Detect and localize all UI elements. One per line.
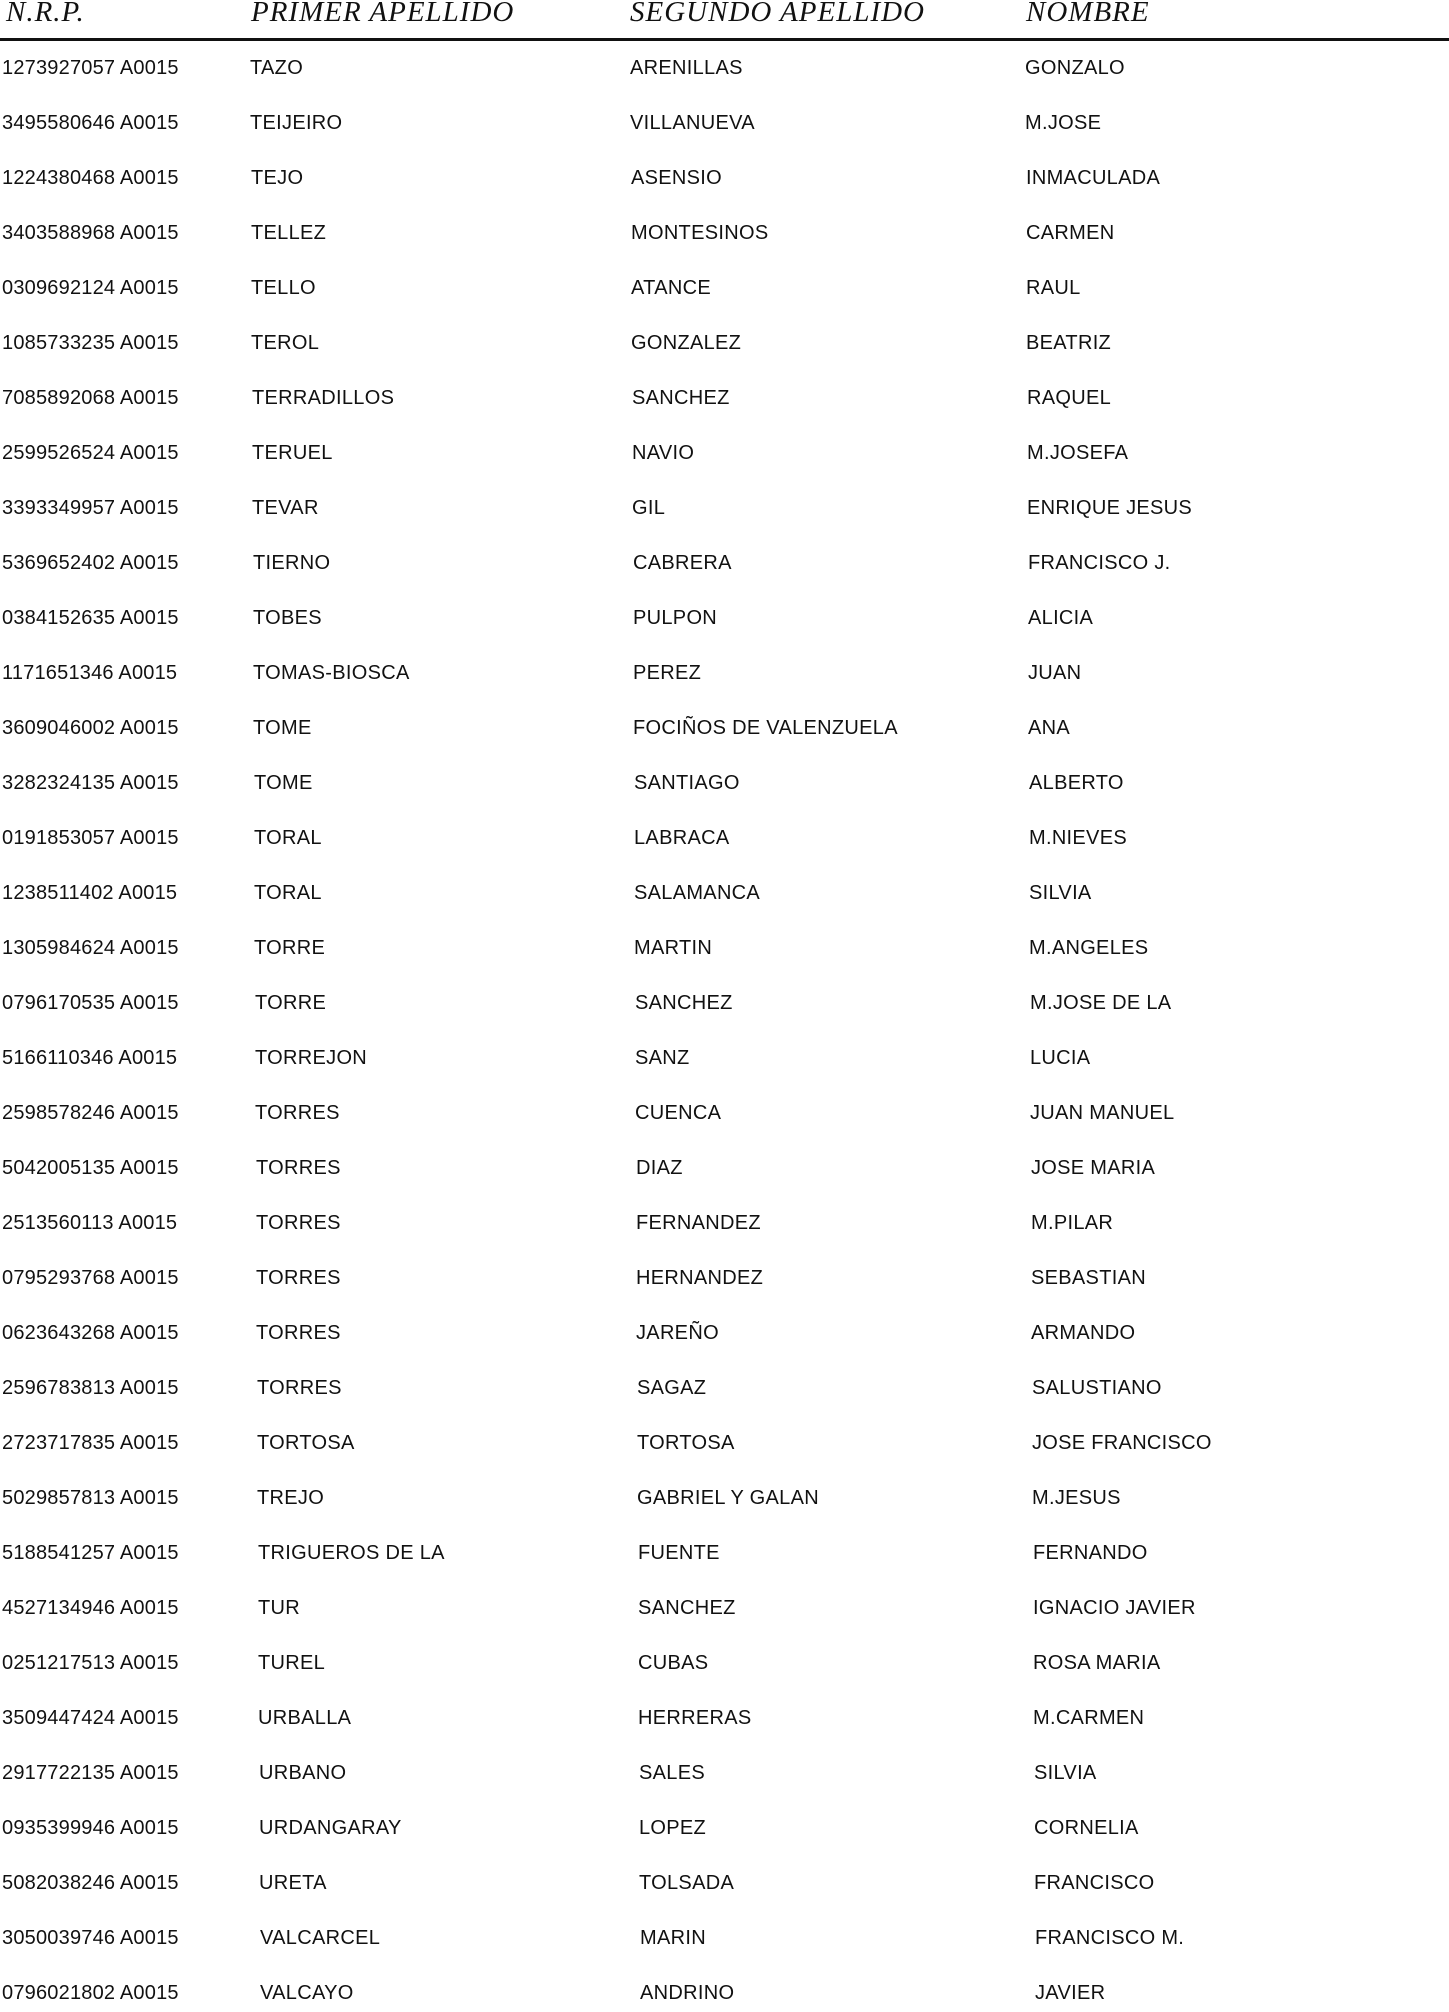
header-nrp: N.R.P. (6, 0, 85, 28)
cell-segundo-apellido: DIAZ (636, 1157, 683, 1179)
cell-primer-apellido: TORRES (256, 1212, 341, 1234)
cell-nrp: 0251217513 A0015 (2, 1652, 179, 1674)
cell-nrp: 0623643268 A0015 (2, 1322, 179, 1344)
cell-nombre: CARMEN (1026, 222, 1115, 244)
table-row (0, 1212, 1449, 1242)
cell-nombre: INMACULADA (1026, 167, 1161, 189)
table-row (0, 1322, 1449, 1352)
table-row (0, 1267, 1449, 1297)
cell-nombre: JUAN MANUEL (1030, 1102, 1175, 1124)
cell-primer-apellido: TEVAR (252, 497, 319, 519)
cell-segundo-apellido: PULPON (633, 607, 718, 629)
cell-segundo-apellido: SANTIAGO (634, 772, 740, 794)
table-row (0, 772, 1449, 802)
table-row (0, 57, 1449, 87)
cell-segundo-apellido: HERRERAS (638, 1707, 752, 1729)
cell-segundo-apellido: GABRIEL Y GALAN (637, 1487, 819, 1509)
cell-primer-apellido: TORRES (255, 1102, 340, 1124)
cell-nrp: 1085733235 A0015 (2, 332, 179, 354)
cell-segundo-apellido: MONTESINOS (631, 222, 769, 244)
cell-nombre: SALUSTIANO (1032, 1377, 1162, 1399)
cell-segundo-apellido: MARTIN (634, 937, 713, 959)
cell-segundo-apellido: LOPEZ (639, 1817, 707, 1839)
cell-primer-apellido: URBALLA (258, 1707, 352, 1729)
table-row (0, 277, 1449, 307)
table-row (0, 112, 1449, 142)
cell-nrp: 7085892068 A0015 (2, 387, 179, 409)
cell-nrp: 3609046002 A0015 (2, 717, 179, 739)
cell-primer-apellido: TOME (253, 717, 312, 739)
cell-nrp: 5166110346 A0015 (2, 1047, 178, 1069)
cell-nrp: 3495580646 A0015 (2, 112, 179, 134)
table-row (0, 882, 1449, 912)
cell-nombre: ALBERTO (1029, 772, 1124, 794)
table-row (0, 1542, 1449, 1572)
cell-primer-apellido: TEJO (251, 167, 304, 189)
cell-segundo-apellido: SANCHEZ (635, 992, 733, 1014)
cell-segundo-apellido: SANCHEZ (632, 387, 730, 409)
cell-nombre: RAUL (1026, 277, 1081, 299)
table-row (0, 1377, 1449, 1407)
table-row (0, 992, 1449, 1022)
table-row (0, 1047, 1449, 1077)
table-row (0, 1432, 1449, 1462)
table-row (0, 167, 1449, 197)
cell-nrp: 0796021802 A0015 (2, 1982, 179, 2004)
cell-segundo-apellido: ASENSIO (631, 167, 723, 189)
table-row (0, 1817, 1449, 1847)
cell-segundo-apellido: GIL (632, 497, 666, 519)
cell-primer-apellido: TORRE (254, 937, 326, 959)
cell-segundo-apellido: GONZALEZ (631, 332, 742, 354)
cell-segundo-apellido: JAREÑO (636, 1322, 719, 1344)
cell-primer-apellido: TORRES (256, 1267, 341, 1289)
cell-nombre: JOSE FRANCISCO (1032, 1432, 1212, 1454)
cell-primer-apellido: TORRES (256, 1322, 341, 1344)
cell-primer-apellido: TORTOSA (257, 1432, 355, 1454)
cell-nrp: 1305984624 A0015 (2, 937, 179, 959)
cell-primer-apellido: TORREJON (255, 1047, 368, 1069)
cell-primer-apellido: URBANO (259, 1762, 347, 1784)
cell-nombre: JUAN (1028, 662, 1082, 684)
table-row (0, 717, 1449, 747)
cell-nombre: FERNANDO (1033, 1542, 1148, 1564)
cell-nombre: SILVIA (1034, 1762, 1097, 1784)
cell-segundo-apellido: MARIN (640, 1927, 706, 1949)
cell-segundo-apellido: NAVIO (632, 442, 695, 464)
cell-segundo-apellido: CUBAS (638, 1652, 709, 1674)
table-row (0, 1597, 1449, 1627)
table-row (0, 827, 1449, 857)
cell-nrp: 0796170535 A0015 (2, 992, 179, 1014)
cell-nrp: 5369652402 A0015 (2, 552, 179, 574)
cell-nombre: FRANCISCO (1034, 1872, 1155, 1894)
cell-nombre: CORNELIA (1034, 1817, 1139, 1839)
cell-nombre: JOSE MARIA (1031, 1157, 1156, 1179)
cell-primer-apellido: VALCARCEL (260, 1927, 381, 1949)
cell-primer-apellido: TOME (254, 772, 313, 794)
cell-nombre: M.ANGELES (1029, 937, 1149, 959)
cell-nrp: 2513560113 A0015 (2, 1212, 178, 1234)
cell-primer-apellido: TOBES (253, 607, 322, 629)
header-primer-apellido: PRIMER APELLIDO (251, 0, 515, 28)
cell-nombre: M.JOSE (1025, 112, 1102, 134)
cell-segundo-apellido: LABRACA (634, 827, 730, 849)
cell-primer-apellido: TUREL (258, 1652, 326, 1674)
cell-nombre: FRANCISCO M. (1035, 1927, 1185, 1949)
cell-nrp: 0191853057 A0015 (2, 827, 179, 849)
cell-nombre: LUCIA (1030, 1047, 1091, 1069)
cell-segundo-apellido: ATANCE (631, 277, 711, 299)
table-row (0, 1762, 1449, 1792)
cell-nombre: ENRIQUE JESUS (1027, 497, 1193, 519)
cell-primer-apellido: TORRES (257, 1377, 342, 1399)
cell-nrp: 2599526524 A0015 (2, 442, 179, 464)
table-row (0, 1707, 1449, 1737)
cell-nrp: 1171651346 A0015 (2, 662, 178, 684)
cell-primer-apellido: TRIGUEROS DE LA (258, 1542, 445, 1564)
cell-nombre: M.JESUS (1032, 1487, 1121, 1509)
table-row (0, 1102, 1449, 1132)
cell-segundo-apellido: CUENCA (635, 1102, 722, 1124)
cell-nombre: M.CARMEN (1033, 1707, 1145, 1729)
cell-nombre: ALICIA (1028, 607, 1094, 629)
cell-nrp: 5042005135 A0015 (2, 1157, 179, 1179)
cell-nombre: M.PILAR (1031, 1212, 1114, 1234)
cell-nombre: ARMANDO (1031, 1322, 1136, 1344)
table-row (0, 222, 1449, 252)
table-row (0, 607, 1449, 637)
cell-nrp: 4527134946 A0015 (2, 1597, 179, 1619)
cell-nombre: ROSA MARIA (1033, 1652, 1161, 1674)
cell-primer-apellido: TREJO (257, 1487, 325, 1509)
cell-segundo-apellido: SAGAZ (637, 1377, 707, 1399)
table-row (0, 1872, 1449, 1902)
cell-nrp: 1224380468 A0015 (2, 167, 179, 189)
cell-primer-apellido: TOMAS-BIOSCA (253, 662, 410, 684)
cell-nombre: FRANCISCO J. (1028, 552, 1171, 574)
cell-primer-apellido: TERUEL (252, 442, 333, 464)
cell-segundo-apellido: TOLSADA (639, 1872, 735, 1894)
cell-nrp: 5029857813 A0015 (2, 1487, 179, 1509)
cell-nombre: GONZALO (1025, 57, 1125, 79)
cell-segundo-apellido: ARENILLAS (630, 57, 743, 79)
cell-segundo-apellido: SANCHEZ (638, 1597, 736, 1619)
cell-nombre: M.JOSE DE LA (1030, 992, 1172, 1014)
cell-nombre: IGNACIO JAVIER (1033, 1597, 1196, 1619)
cell-nrp: 0935399946 A0015 (2, 1817, 179, 1839)
cell-nombre: BEATRIZ (1026, 332, 1112, 354)
cell-nombre: SILVIA (1029, 882, 1092, 904)
cell-nrp: 0309692124 A0015 (2, 277, 179, 299)
cell-nrp: 0795293768 A0015 (2, 1267, 179, 1289)
cell-nrp: 2917722135 A0015 (2, 1762, 179, 1784)
cell-nombre: RAQUEL (1027, 387, 1112, 409)
cell-primer-apellido: TEIJEIRO (250, 112, 343, 134)
cell-segundo-apellido: HERNANDEZ (636, 1267, 764, 1289)
table-row (0, 552, 1449, 582)
cell-primer-apellido: URETA (259, 1872, 327, 1894)
cell-nrp: 5082038246 A0015 (2, 1872, 179, 1894)
cell-nombre: SEBASTIAN (1031, 1267, 1146, 1289)
cell-nrp: 3050039746 A0015 (2, 1927, 179, 1949)
cell-segundo-apellido: FERNANDEZ (636, 1212, 761, 1234)
table-row (0, 1982, 1449, 2012)
cell-segundo-apellido: SANZ (635, 1047, 690, 1069)
cell-nrp: 5188541257 A0015 (2, 1542, 179, 1564)
cell-nrp: 3393349957 A0015 (2, 497, 179, 519)
table-row (0, 1157, 1449, 1187)
cell-nombre: JAVIER (1035, 1982, 1106, 2004)
cell-segundo-apellido: VILLANUEVA (630, 112, 755, 134)
cell-primer-apellido: URDANGARAY (259, 1817, 402, 1839)
cell-nrp: 2723717835 A0015 (2, 1432, 179, 1454)
cell-primer-apellido: TORAL (254, 882, 322, 904)
cell-nrp: 3403588968 A0015 (2, 222, 179, 244)
table-row (0, 1652, 1449, 1682)
cell-nrp: 2596783813 A0015 (2, 1377, 179, 1399)
table-row (0, 387, 1449, 417)
cell-primer-apellido: TAZO (250, 57, 304, 79)
cell-nrp: 2598578246 A0015 (2, 1102, 179, 1124)
cell-primer-apellido: TUR (258, 1597, 301, 1619)
cell-primer-apellido: TEROL (251, 332, 320, 354)
cell-segundo-apellido: ANDRINO (640, 1982, 735, 2004)
cell-primer-apellido: TERRADILLOS (252, 387, 395, 409)
cell-nrp: 3282324135 A0015 (2, 772, 179, 794)
cell-segundo-apellido: SALAMANCA (634, 882, 761, 904)
cell-primer-apellido: TIERNO (253, 552, 331, 574)
header-nombre: NOMBRE (1026, 0, 1150, 28)
cell-nombre: ANA (1028, 717, 1071, 739)
cell-nrp: 1238511402 A0015 (2, 882, 178, 904)
cell-segundo-apellido: CABRERA (633, 552, 732, 574)
cell-nrp: 0384152635 A0015 (2, 607, 179, 629)
cell-primer-apellido: VALCAYO (260, 1982, 354, 2004)
cell-primer-apellido: TELLEZ (251, 222, 327, 244)
table-row (0, 497, 1449, 527)
cell-segundo-apellido: TORTOSA (637, 1432, 735, 1454)
header-segundo-apellido: SEGUNDO APELLIDO (630, 0, 925, 28)
cell-primer-apellido: TORAL (254, 827, 322, 849)
cell-segundo-apellido: SALES (639, 1762, 705, 1784)
table-row (0, 332, 1449, 362)
cell-primer-apellido: TORRES (256, 1157, 341, 1179)
cell-segundo-apellido: FOCIÑOS DE VALENZUELA (633, 717, 898, 739)
cell-segundo-apellido: FUENTE (638, 1542, 720, 1564)
cell-nrp: 1273927057 A0015 (2, 57, 179, 79)
table-row (0, 1487, 1449, 1517)
cell-primer-apellido: TELLO (251, 277, 316, 299)
table-row (0, 662, 1449, 692)
table-row (0, 1927, 1449, 1957)
table-row (0, 442, 1449, 472)
cell-nrp: 3509447424 A0015 (2, 1707, 179, 1729)
cell-nombre: M.NIEVES (1029, 827, 1127, 849)
cell-segundo-apellido: PEREZ (633, 662, 702, 684)
cell-nombre: M.JOSEFA (1027, 442, 1129, 464)
cell-primer-apellido: TORRE (255, 992, 327, 1014)
table-row (0, 937, 1449, 967)
